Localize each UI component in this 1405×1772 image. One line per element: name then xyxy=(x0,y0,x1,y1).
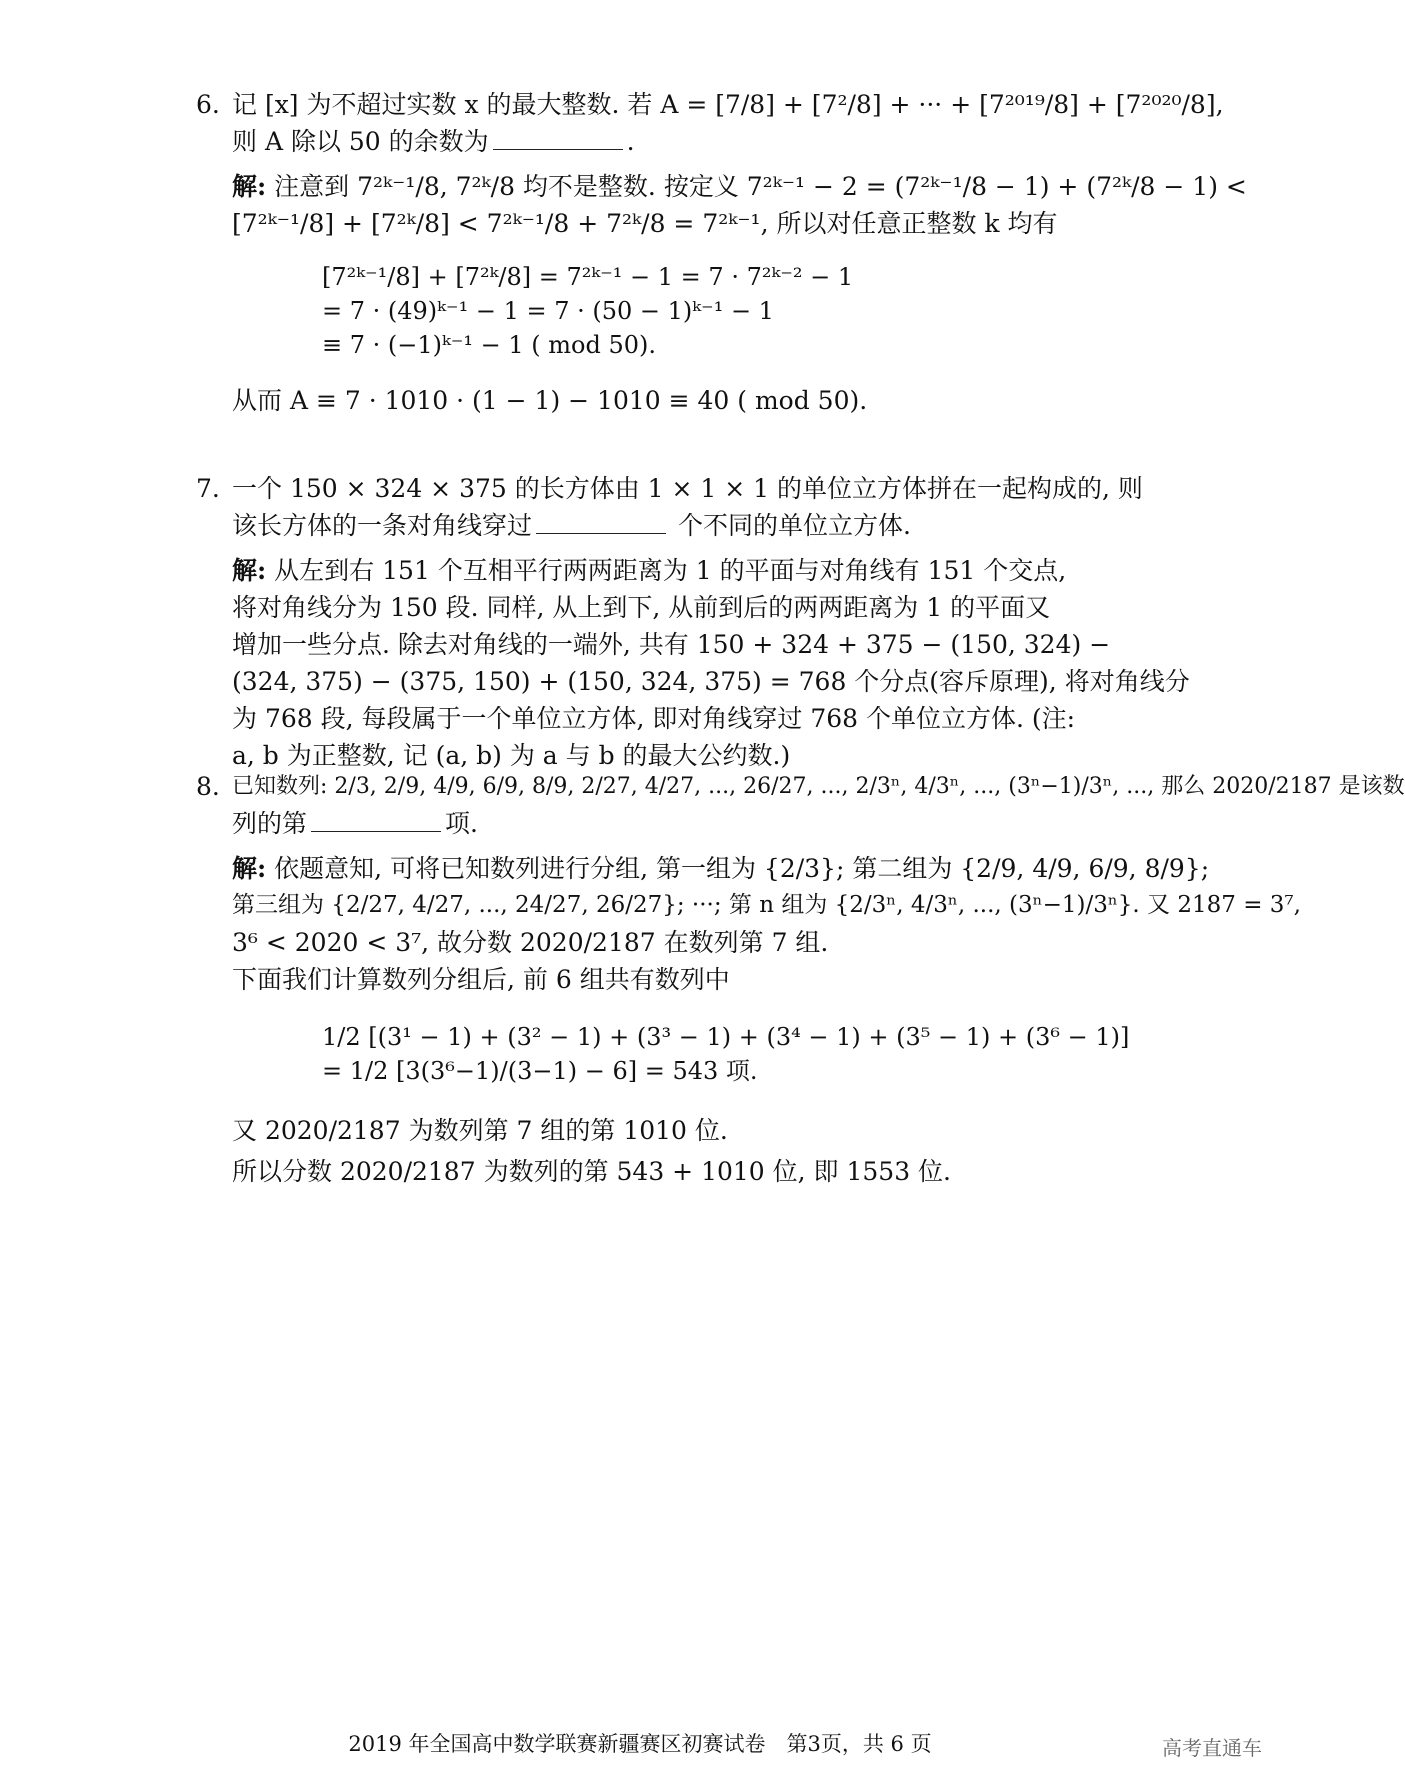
solution-line: 解: 注意到 7²ᵏ⁻¹/8, 7²ᵏ/8 均不是整数. 按定义 7²ᵏ⁻¹ − 2 = (7²ᵏ⁻¹/8 − 1) + (7²ᵏ/8 − 1) < xyxy=(232,172,1247,201)
problem-7 xyxy=(196,470,1192,774)
solution-line: 将对角线分为 150 段. 同样, 从上到下, 从前到后的两两距离为 1 的平面又 xyxy=(232,593,1051,622)
problem-number: 6. xyxy=(196,90,220,119)
solution-line: 增加一些分点. 除去对角线的一端外, 共有 150 + 324 + 375 − (150, 324) − xyxy=(232,630,1111,659)
problem-statement-line: 已知数列: 2/3, 2/9, 4/9, 6/9, 8/9, 2/27, 4/27, ..., 26/27, ..., 2/3ⁿ, 4/3ⁿ, ..., (3ⁿ−1)/3ⁿ, ..., 那么 2020/2187 是该数 xyxy=(232,774,1405,799)
problem-number: 8. xyxy=(196,772,220,801)
solution-conclusion: 又 2020/2187 为数列第 7 组的第 1010 位. xyxy=(232,1116,728,1145)
solution-line: 解: 从左到右 151 个互相平行两两距离为 1 的平面与对角线有 151 个交点, xyxy=(232,556,1067,585)
solution-line: 下面我们计算数列分组后, 前 6 组共有数列中 xyxy=(232,965,730,994)
solution-conclusion: 所以分数 2020/2187 为数列的第 543 + 1010 位, 即 1553 位. xyxy=(232,1157,951,1186)
solution-line: 解: 依题意知, 可将已知数列进行分组, 第一组为 {2/3}; 第二组为 {2/9, 4/9, 6/9, 8/9}; xyxy=(232,854,1210,883)
solution-line: 第三组为 {2/27, 4/27, ..., 24/27, 26/27}; ···; 第 n 组为 {2/3ⁿ, 4/3ⁿ, ..., (3ⁿ−1)/3ⁿ}. 又 2187 = 3⁷, xyxy=(232,892,1301,918)
display-equation: [7²ᵏ⁻¹/8] + [7²ᵏ/8] = 7²ᵏ⁻¹ − 1 = 7 · 7²ᵏ⁻² − 1 = 7 · (49)ᵏ⁻¹ − 1 = 7 · (50 − 1)ᵏ⁻¹ − 1 ≡ 7 · (−1)ᵏ⁻¹ − 1 ( mod 50). xyxy=(322,263,854,359)
solution-line: 3⁶ < 2020 < 3⁷, 故分数 2020/2187 在数列第 7 组. xyxy=(232,928,829,957)
problem-number: 7. xyxy=(196,474,220,503)
solution-line: [7²ᵏ⁻¹/8] + [7²ᵏ/8] < 7²ᵏ⁻¹/8 + 7²ᵏ/8 = 7²ᵏ⁻¹, 所以对任意正整数 k 均有 xyxy=(232,209,1058,238)
solution-label: 解: xyxy=(232,172,267,201)
solution-conclusion: 从而 A ≡ 7 · 1010 · (1 − 1) − 1010 ≡ 40 ( mod 50). xyxy=(232,386,868,415)
problem-8 xyxy=(196,768,1405,1190)
solution-line: (324, 375) − (375, 150) + (150, 324, 375) = 768 个分点(容斥原理), 将对角线分 xyxy=(232,667,1190,696)
problem-statement-line: 列的第 项. xyxy=(232,809,478,838)
display-equation: 1/2 [(3¹ − 1) + (3² − 1) + (3³ − 1) + (3⁴ − 1) + (3⁵ − 1) + (3⁶ − 1)] = 1/2 [3(3⁶−1)/(3−1) − 6] = 543 项. xyxy=(322,1023,1130,1085)
problem-statement-line: 则 A 除以 50 的余数为 . xyxy=(232,127,635,156)
answer-blank xyxy=(311,809,441,832)
solution-label: 解: xyxy=(232,556,267,585)
solution-label: 解: xyxy=(232,854,267,883)
problem-statement-line: 一个 150 × 324 × 375 的长方体由 1 × 1 × 1 的单位立方体拼在一起构成的, 则 xyxy=(232,474,1143,503)
problem-statement-line: 记 [x] 为不超过实数 x 的最大整数. 若 A = [7/8] + [7²/8] + ··· + [7²⁰¹⁹/8] + [7²⁰²⁰/8], xyxy=(232,90,1224,119)
problem-statement-line: 该长方体的一条对角线穿过 个不同的单位立方体. xyxy=(232,511,911,540)
page-footer: 2019 年全国高中数学联赛新疆赛区初赛试卷 第3页，共 6 页 xyxy=(348,1732,932,1756)
solution-line: a, b 为正整数, 记 (a, b) 为 a 与 b 的最大公约数.) xyxy=(232,741,791,770)
solution-line: 为 768 段, 每段属于一个单位立方体, 即对角线穿过 768 个单位立方体. (注: xyxy=(232,704,1076,733)
answer-blank xyxy=(536,511,666,534)
problem-6 xyxy=(196,86,1247,419)
watermark: 高考直通车 xyxy=(1162,1736,1262,1760)
answer-blank xyxy=(493,127,623,150)
